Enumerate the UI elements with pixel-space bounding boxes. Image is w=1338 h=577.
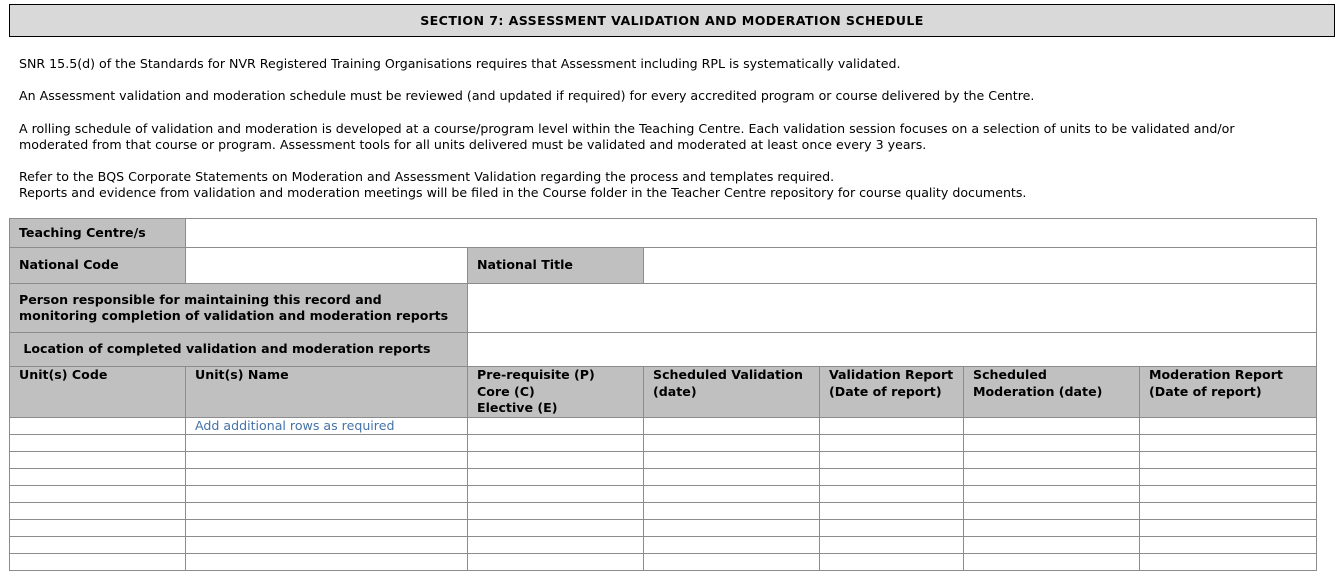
scheduled-moderation-cell[interactable] xyxy=(964,452,1140,469)
report-location-row xyxy=(10,333,1317,367)
moderation-report-cell[interactable] xyxy=(1140,435,1317,452)
scheduled-moderation-cell[interactable] xyxy=(964,537,1140,554)
unit-name-cell[interactable] xyxy=(186,554,468,571)
table-row xyxy=(10,486,1317,503)
scheduled-moderation-cell[interactable] xyxy=(964,469,1140,486)
scheduled-validation-cell[interactable] xyxy=(644,520,820,537)
scheduled-moderation-cell[interactable] xyxy=(964,435,1140,452)
unit-code-cell[interactable] xyxy=(10,452,186,469)
intro-paragraph-rolling-schedule-line1: A rolling schedule of validation and moderation is developed at a course/program level within the Teaching Centre. Each validation session focuses on a selection of units to be validated and/or xyxy=(19,121,1235,136)
report-location-label: Location of completed validation and moderation reports xyxy=(10,333,468,367)
unit-code-cell[interactable] xyxy=(10,503,186,520)
intro-paragraph-schedule-review: An Assessment validation and moderation schedule must be reviewed (and updated if required) for every accredited program or course delivered by the Centre. xyxy=(19,88,1035,103)
unit-name-cell[interactable] xyxy=(186,452,468,469)
validation-report-cell[interactable] xyxy=(820,435,964,452)
unit-name-cell[interactable] xyxy=(186,469,468,486)
intro-paragraph-reference-line2: Reports and evidence from validation and moderation meetings will be filed in the Course folder in the Teacher Centre repository for course quality documents. xyxy=(19,185,1027,200)
person-responsible-label: Person responsible for maintaining this record and monitoring completion of validation and moderation reports xyxy=(10,284,468,333)
scheduled-validation-cell[interactable] xyxy=(644,503,820,520)
unit-code-cell[interactable] xyxy=(10,435,186,452)
unit-code-cell[interactable] xyxy=(10,469,186,486)
table-row xyxy=(10,417,1317,435)
scheduled-validation-cell[interactable] xyxy=(644,486,820,503)
table-row xyxy=(10,554,1317,571)
table-row xyxy=(10,537,1317,554)
unit-type-cell[interactable] xyxy=(468,537,644,554)
unit-name-cell[interactable] xyxy=(186,537,468,554)
moderation-report-cell[interactable] xyxy=(1140,554,1317,571)
scheduled-moderation-cell[interactable] xyxy=(964,503,1140,520)
col-header-unit-type-core: Core (C) xyxy=(477,383,535,399)
col-header-scheduled-moderation: Scheduled Moderation (date) xyxy=(964,367,1140,418)
validation-report-cell[interactable] xyxy=(820,417,964,435)
unit-name-cell[interactable] xyxy=(186,486,468,503)
col-header-validation-report: Validation Report (Date of report) xyxy=(820,367,964,418)
person-responsible-row xyxy=(10,284,1317,333)
col-header-moderation-report: Moderation Report (Date of report) xyxy=(1140,367,1317,418)
scheduled-moderation-cell[interactable] xyxy=(964,554,1140,571)
unit-type-cell[interactable] xyxy=(468,435,644,452)
col-header-scheduled-validation: Scheduled Validation (date) xyxy=(644,367,820,418)
scheduled-moderation-cell[interactable] xyxy=(964,417,1140,435)
scheduled-moderation-cell[interactable] xyxy=(964,486,1140,503)
table-row xyxy=(10,452,1317,469)
unit-type-cell[interactable] xyxy=(468,520,644,537)
teaching-centre-field[interactable] xyxy=(186,219,1317,248)
unit-type-cell[interactable] xyxy=(468,486,644,503)
intro-paragraph-reference-line1: Refer to the BQS Corporate Statements on Moderation and Assessment Validation regarding the process and templates required. xyxy=(19,169,835,184)
validation-schedule-table xyxy=(9,218,1317,571)
national-code-row xyxy=(10,248,1317,284)
scheduled-validation-cell[interactable] xyxy=(644,537,820,554)
table-row xyxy=(10,503,1317,520)
moderation-report-cell[interactable] xyxy=(1140,469,1317,486)
scheduled-validation-cell[interactable] xyxy=(644,435,820,452)
col-header-unit-name: Unit(s) Name xyxy=(186,367,468,418)
teaching-centre-row xyxy=(10,219,1317,248)
unit-type-cell[interactable] xyxy=(468,417,644,435)
national-title-label: National Title xyxy=(468,248,644,284)
table-row xyxy=(10,520,1317,537)
unit-code-cell[interactable] xyxy=(10,554,186,571)
moderation-report-cell[interactable] xyxy=(1140,503,1317,520)
add-rows-hint[interactable]: Add additional rows as required xyxy=(186,417,468,435)
unit-type-cell[interactable] xyxy=(468,503,644,520)
scheduled-moderation-cell[interactable] xyxy=(964,520,1140,537)
national-code-label: National Code xyxy=(10,248,186,284)
scheduled-validation-cell[interactable] xyxy=(644,469,820,486)
moderation-report-cell[interactable] xyxy=(1140,452,1317,469)
scheduled-validation-cell[interactable] xyxy=(644,554,820,571)
unit-name-cell[interactable] xyxy=(186,520,468,537)
col-header-unit-type xyxy=(468,367,644,418)
column-header-row xyxy=(10,367,1317,418)
validation-report-cell[interactable] xyxy=(820,486,964,503)
unit-code-cell[interactable] xyxy=(10,417,186,435)
intro-paragraph-rolling-schedule-line2: moderated from that course or program. Assessment tools for all units delivered must be validated and moderated at least once every 3 years. xyxy=(19,137,927,152)
table-row xyxy=(10,435,1317,452)
unit-type-cell[interactable] xyxy=(468,452,644,469)
table-row xyxy=(10,469,1317,486)
col-header-unit-type-elective: Elective (E) xyxy=(477,400,558,415)
moderation-report-cell[interactable] xyxy=(1140,520,1317,537)
col-header-unit-type-prerequisite: Pre-requisite (P) xyxy=(477,367,595,382)
report-location-field[interactable] xyxy=(468,333,1317,367)
validation-report-cell[interactable] xyxy=(820,537,964,554)
validation-report-cell[interactable] xyxy=(820,452,964,469)
intro-paragraph-standards: SNR 15.5(d) of the Standards for NVR Registered Training Organisations requires that Assessment including RPL is systematically validated. xyxy=(19,56,901,71)
unit-code-cell[interactable] xyxy=(10,520,186,537)
unit-code-cell[interactable] xyxy=(10,486,186,503)
scheduled-validation-cell[interactable] xyxy=(644,452,820,469)
unit-type-cell[interactable] xyxy=(468,469,644,486)
person-responsible-field[interactable] xyxy=(468,284,1317,333)
col-header-unit-code: Unit(s) Code xyxy=(10,367,186,418)
validation-report-cell[interactable] xyxy=(820,554,964,571)
unit-name-cell[interactable] xyxy=(186,503,468,520)
national-title-field[interactable] xyxy=(644,248,1317,284)
unit-code-cell[interactable] xyxy=(10,537,186,554)
moderation-report-cell[interactable] xyxy=(1140,486,1317,503)
moderation-report-cell[interactable] xyxy=(1140,537,1317,554)
unit-type-cell[interactable] xyxy=(468,554,644,571)
validation-report-cell[interactable] xyxy=(820,520,964,537)
teaching-centre-label: Teaching Centre/s xyxy=(10,219,186,248)
unit-name-cell[interactable] xyxy=(186,435,468,452)
moderation-report-cell[interactable] xyxy=(1140,417,1317,435)
section-title: SECTION 7: ASSESSMENT VALIDATION AND MODERATION SCHEDULE xyxy=(9,4,1335,37)
scheduled-validation-cell[interactable] xyxy=(644,417,820,435)
validation-report-cell[interactable] xyxy=(820,469,964,486)
national-code-field[interactable] xyxy=(186,248,468,284)
validation-report-cell[interactable] xyxy=(820,503,964,520)
